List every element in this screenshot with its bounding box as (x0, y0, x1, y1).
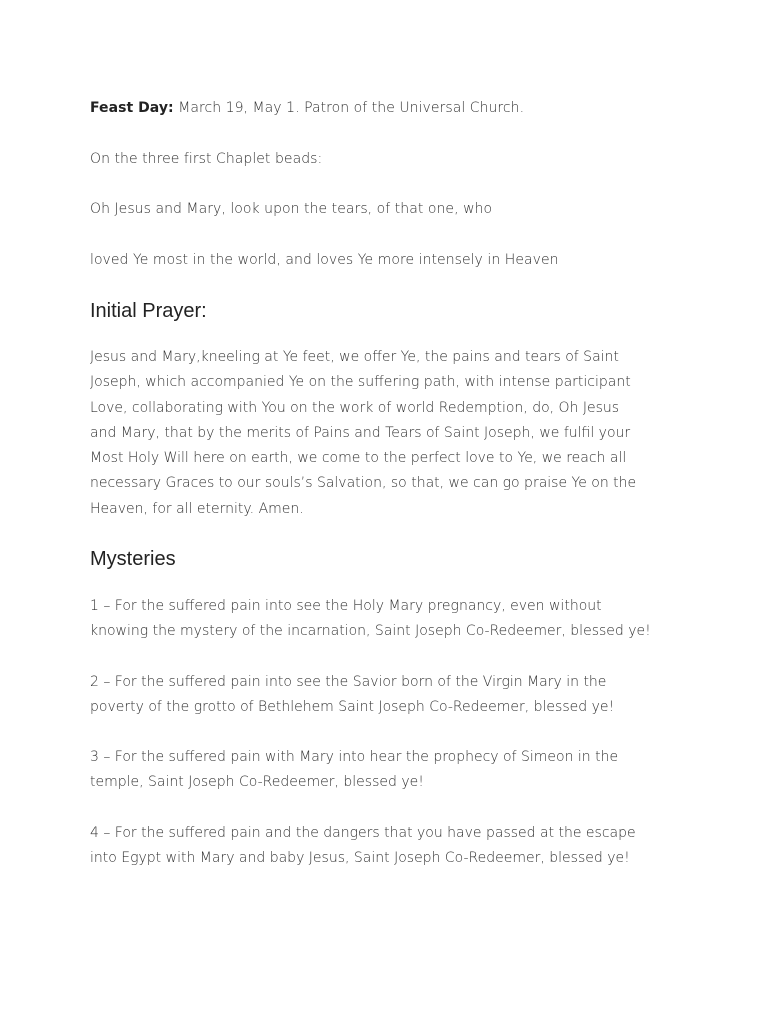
initial-prayer-heading: Initial Prayer: (90, 300, 207, 322)
paragraph-line: Heaven, for all eternity. Amen. (90, 500, 304, 517)
mystery-line: 3 – For the suffered pain with Mary into hear the prophecy of Simeon in the (90, 749, 619, 765)
paragraph-line: necessary Graces to our souls’s Salvation, so that, we can go praise Ye on the (90, 475, 637, 492)
paragraph-line: Joseph, which accompanied Ye on the suffering path, with intense participant (90, 374, 631, 391)
mystery-line: 4 – For the suffered pain and the dangers that you have passed at the escape (90, 825, 636, 841)
paragraph-line: Jesus and Mary,kneeling at Ye feet, we offer Ye, the pains and tears of Saint (90, 349, 619, 365)
intro-line: loved Ye most in the world, and loves Ye more intensely in Heaven (90, 252, 559, 268)
initial-prayer-paragraph (90, 345, 670, 522)
mystery-line: 1 – For the suffered pain into see the Holy Mary pregnancy, even without (90, 598, 602, 614)
feast-day-text: March 19, May 1. Patron of the Universal Church. (173, 100, 525, 116)
intro-line: On the three first Chaplet beads: (90, 151, 323, 167)
feast-day-label: Feast Day: (90, 100, 174, 116)
mystery-line: poverty of the grotto of Bethlehem Saint Joseph Co-Redeemer, blessed ye! (90, 699, 615, 716)
mystery-item (90, 821, 670, 872)
paragraph-line: Most Holy Will here on earth, we come to the perfect love to Ye, we reach all (90, 450, 627, 467)
mystery-line: temple, Saint Joseph Co-Redeemer, blessed ye! (90, 774, 424, 791)
mystery-item (90, 745, 670, 796)
intro-line: Oh Jesus and Mary, look upon the tears, of that one, who (90, 201, 493, 217)
paragraph-line: Love, collaborating with You on the work of world Redemption, do, Oh Jesus (90, 399, 620, 416)
mystery-line: knowing the mystery of the incarnation, Saint Joseph Co-Redeemer, blessed ye! (90, 623, 651, 640)
paragraph-line: and Mary, that by the merits of Pains and Tears of Saint Joseph, we fulfil your (90, 424, 631, 441)
mystery-line: into Egypt with Mary and baby Jesus, Saint Joseph Co-Redeemer, blessed ye! (90, 850, 630, 867)
mystery-item (90, 594, 670, 645)
feast-day-line (90, 100, 524, 116)
mystery-line: 2 – For the suffered pain into see the Savior born of the Virgin Mary in the (90, 674, 607, 690)
mystery-item (90, 670, 670, 721)
mysteries-heading: Mysteries (90, 548, 176, 570)
